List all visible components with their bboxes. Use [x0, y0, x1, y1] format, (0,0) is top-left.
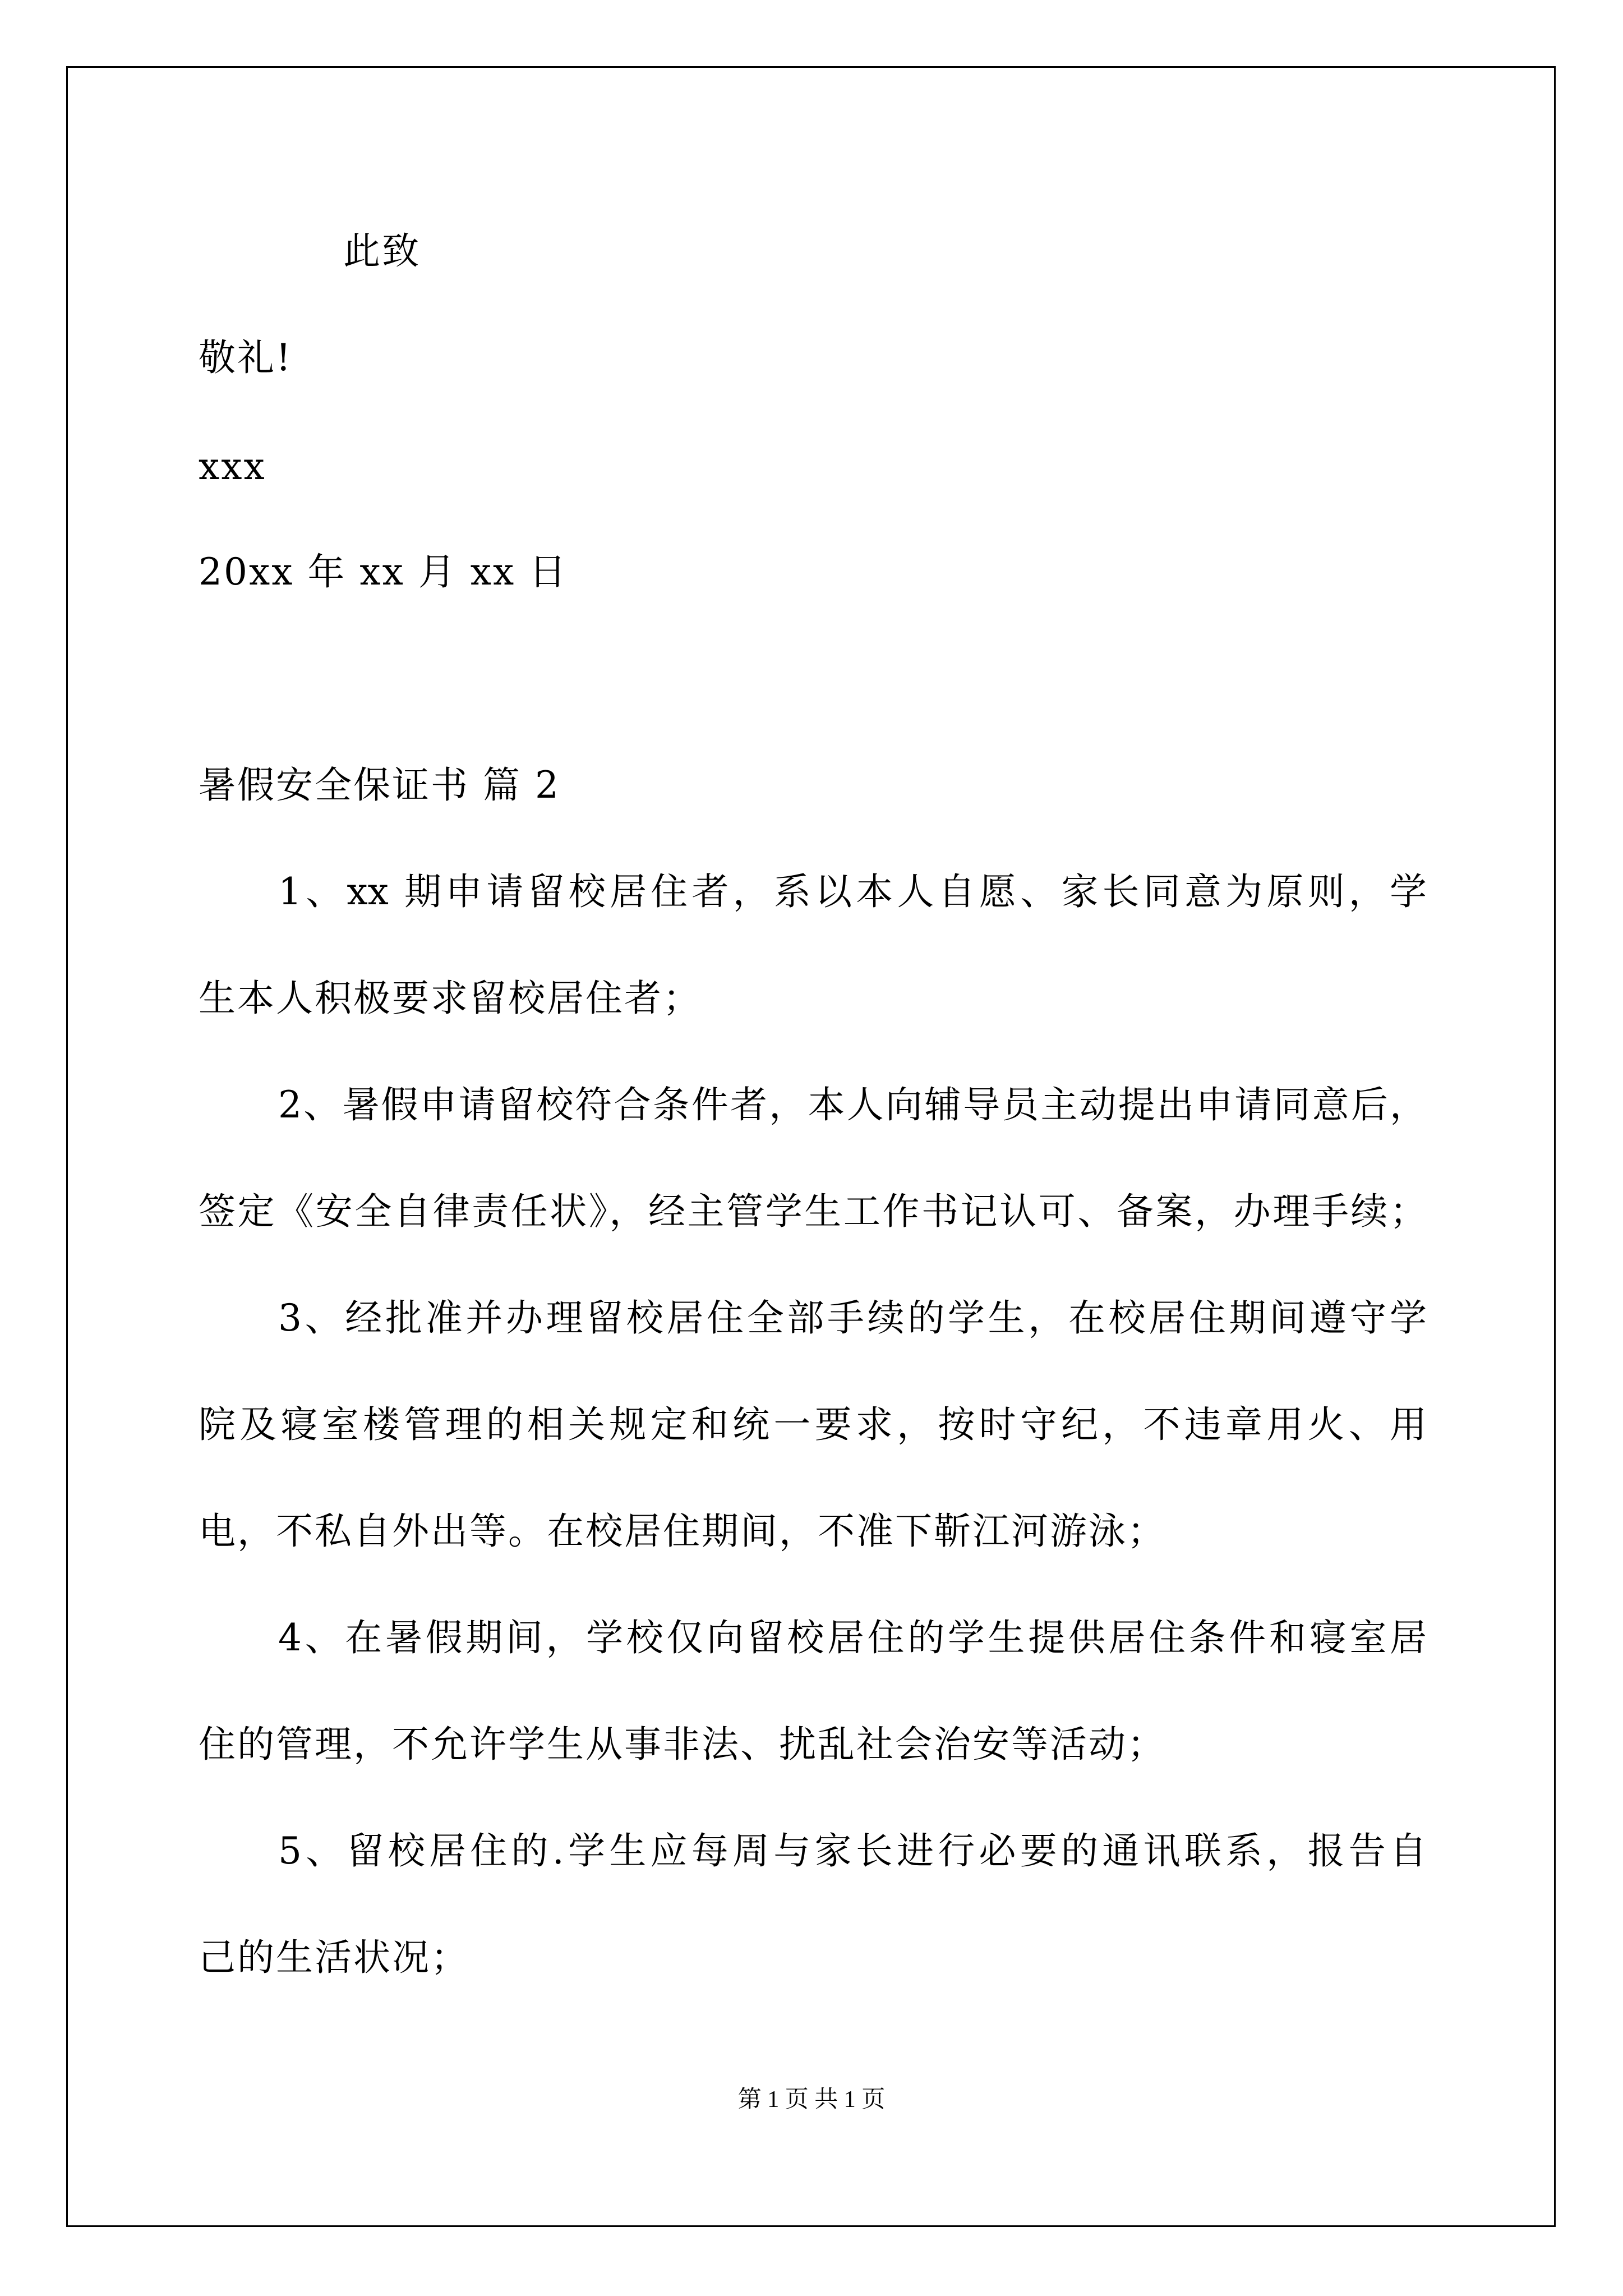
paragraph-line: 2、暑假申请留校符合条件者，本人向辅导员主动提出申请同意后，	[278, 1083, 1427, 1126]
paragraph-line: 己的生活状况；	[199, 1936, 469, 1979]
paragraph-line: 生本人积极要求留校居住者；	[199, 977, 702, 1020]
paragraph-line: 院及寝室楼管理的相关规定和统一要求，按时守纪，不违章用火、用	[199, 1403, 1427, 1446]
paragraph-line: 4、在暑假期间，学校仅向留校居住的学生提供居住条件和寝室居	[278, 1616, 1427, 1659]
page-border	[66, 66, 1556, 2227]
paragraph-line: 住的管理，不允许学生从事非法、扰乱社会治安等活动；	[199, 1723, 1166, 1766]
paragraph-line: 电，不私自外出等。在校居住期间，不准下靳江河游泳；	[199, 1510, 1166, 1553]
section-title: 暑假安全保证书 篇 2	[199, 763, 560, 807]
paragraph-line: 签定《安全自律责任状》，经主管学生工作书记认可、备案，办理手续；	[199, 1190, 1427, 1233]
signature: xxx	[199, 445, 266, 488]
page-footer: 第 1 页 共 1 页	[737, 2087, 886, 2113]
paragraph-line: 3、经批准并办理留校居住全部手续的学生，在校居住期间遵守学	[278, 1296, 1427, 1340]
paragraph-line: 1、xx 期申请留校居住者，系以本人自愿、家长同意为原则，学	[278, 870, 1427, 913]
date: 20xx 年 xx 月 xx 日	[199, 550, 568, 593]
regards: 敬礼!	[199, 336, 293, 379]
paragraph-line: 5、留校居住的.学生应每周与家长进行必要的通讯联系，报告自	[278, 1829, 1427, 1872]
salutation: 此致	[343, 229, 421, 273]
